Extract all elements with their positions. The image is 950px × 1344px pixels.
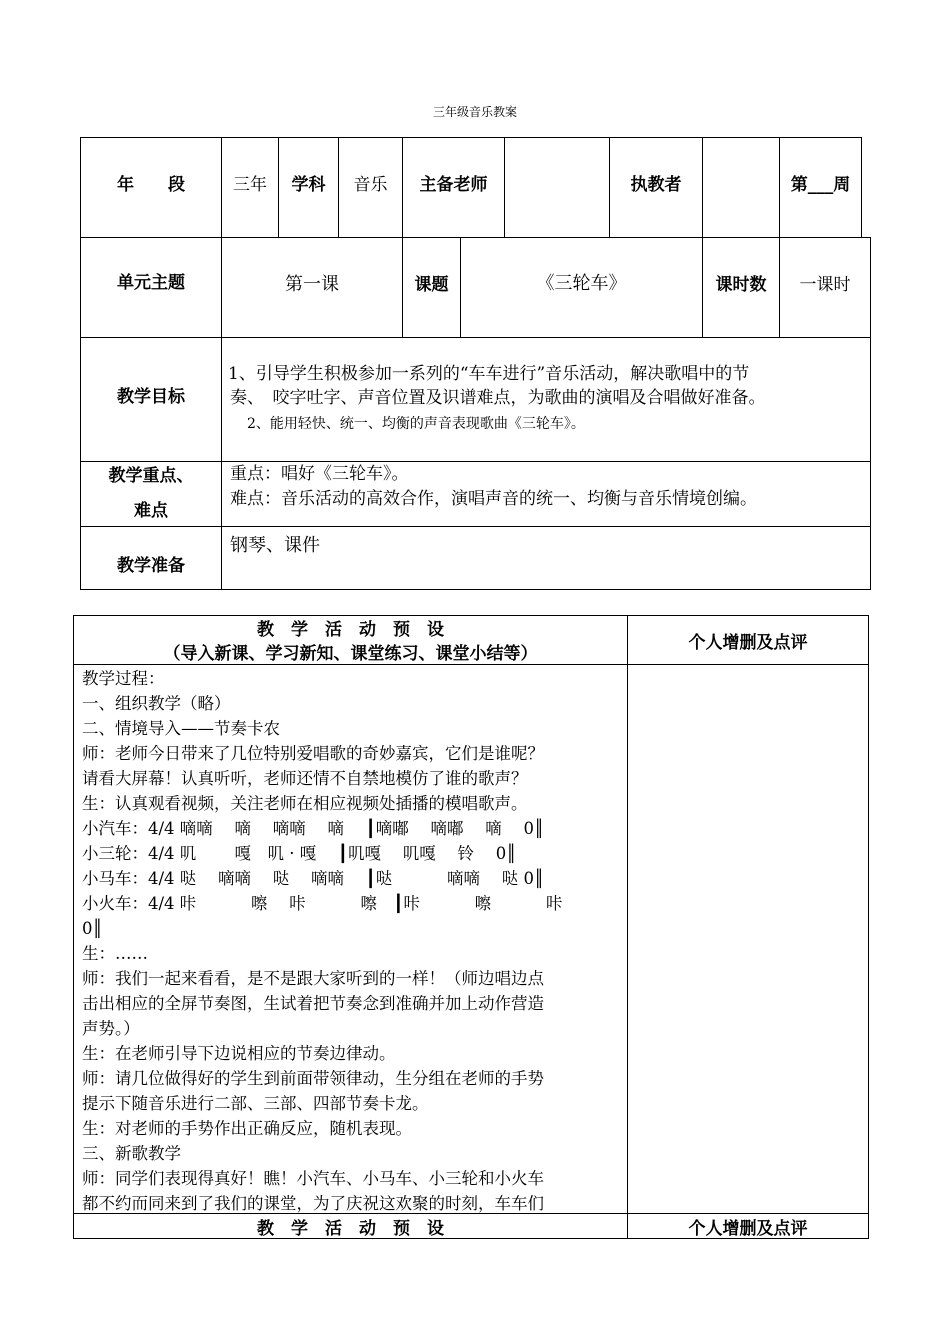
preparation-value: 钢琴、课件 <box>230 535 320 556</box>
activity-footer-header: 教 学 活 动 预 设 <box>257 1218 444 1239</box>
process-line: 生：在老师引导下边说相应的节奏边律动。 <box>82 1044 396 1063</box>
process-line: 师：请几位做得好的学生到前面带领律动，生分组在老师的手势 <box>82 1069 544 1088</box>
objective-line-3: 2、能用轻快、统一、均衡的声音表现歌曲《三轮车》。 <box>247 416 585 432</box>
key-points-label <box>81 462 221 523</box>
lead-teacher-label: 主备老师 <box>419 174 488 195</box>
process-line: 生：…… <box>82 944 148 963</box>
process-line: 师：我们一起来看看，是不是跟大家听到的一样！（师边唱边点 <box>82 969 544 988</box>
difficult-point: 难点：音乐活动的高效合作，演唱声音的统一、均衡与音乐情境创编。 <box>230 489 757 509</box>
executor-value <box>703 138 779 226</box>
process-line: 声势。） <box>82 1019 140 1038</box>
rhythm-line-train-end: 0║ <box>82 919 103 938</box>
subject-label: 学科 <box>291 174 326 195</box>
process-line: 请看大屏幕！认真听听，老师还情不自禁地模仿了谁的歌声？ <box>82 769 528 788</box>
document-title: 三年级音乐教案 <box>432 105 517 119</box>
comment-footer-header: 个人增删及点评 <box>688 1218 808 1239</box>
key-points-label-line2: 难点 <box>134 501 168 521</box>
rhythm-line-carriage: 小马车：4/4 哒 嘀嘀 哒 嘀嘀 ┃哒 嘀嘀 哒 0║ <box>82 869 544 888</box>
subject-value: 音乐 <box>353 174 388 195</box>
key-points-label-line1: 教学重点、 <box>108 466 194 486</box>
executor-label: 执教者 <box>630 174 682 195</box>
process-line: 师：同学们表现得真好！瞧！小汽车、小马车、小三轮和小火车 <box>82 1169 544 1188</box>
grade-value: 三年 <box>233 174 267 195</box>
grade-label: 年 段 <box>117 174 185 195</box>
process-line: 三、新歌教学 <box>82 1144 181 1163</box>
activity-header-line1: 教 学 活 动 预 设 <box>257 620 444 640</box>
process-line: 教学过程： <box>82 669 165 688</box>
lead-teacher-value <box>505 138 609 226</box>
process-line: 一、组织教学（略） <box>82 694 231 713</box>
process-line: 师：老师今日带来了几位特别爱唱歌的奇妙嘉宾，它们是谁呢？ <box>82 744 544 763</box>
key-point: 重点：唱好《三轮车》。 <box>230 464 409 484</box>
process-line: 生：对老师的手势作出正确反应，随机表现。 <box>82 1119 412 1138</box>
rhythm-line-tricycle: 小三轮：4/4 叽 嘎 叽 · 嘎 ┃叽嘎 叽嘎 铃 0║ <box>82 844 517 863</box>
hours-label: 课时数 <box>715 274 767 295</box>
activity-header <box>74 618 627 666</box>
objectives-label: 教学目标 <box>117 386 185 407</box>
unit-value: 第一课 <box>285 274 339 295</box>
unit-label: 单元主题 <box>117 272 185 293</box>
rhythm-line-train: 小火车：4/4 咔 嚓 咔 嚓 ┃咔 嚓 咔 <box>82 894 563 913</box>
teaching-process <box>82 666 622 1216</box>
process-line: 都不约而同来到了我们的课堂，为了庆祝这欢聚的时刻，车车们 <box>82 1194 544 1213</box>
rhythm-line-car: 小汽车：4/4 嘀嘀 嘀 嘀嘀 嘀 ┃嘀嘟 嘀嘟 嘀 0║ <box>82 819 544 838</box>
process-line: 击出相应的全屏节奏图，生试着把节奏念到准确并加上动作营造 <box>82 994 544 1013</box>
comment-header: 个人增删及点评 <box>688 632 808 653</box>
process-line: 提示下随音乐进行二部、三部、四部节奏卡龙。 <box>82 1094 429 1113</box>
topic-value: 《三轮车》 <box>536 273 627 294</box>
activity-header-line2: （导入新课、学习新知、课堂练习、课堂小结等） <box>163 644 538 664</box>
objective-line-1: 1、引导学生积极参加一系列的“车车进行”音乐活动，解决歌唱中的节 <box>228 364 750 384</box>
preparation-label: 教学准备 <box>117 555 185 576</box>
hours-value: 一课时 <box>799 274 851 295</box>
process-line: 生：认真观看视频，关注老师在相应视频处插播的模唱歌声。 <box>82 794 528 813</box>
process-line: 二、情境导入——节奏卡农 <box>82 719 280 738</box>
week-label: 第___周 <box>790 174 851 195</box>
topic-label: 课题 <box>414 274 449 295</box>
objective-line-2: 奏、 咬字吐字、声音位置及识谱难点，为歌曲的演唱及合唱做好准备。 <box>230 388 766 408</box>
